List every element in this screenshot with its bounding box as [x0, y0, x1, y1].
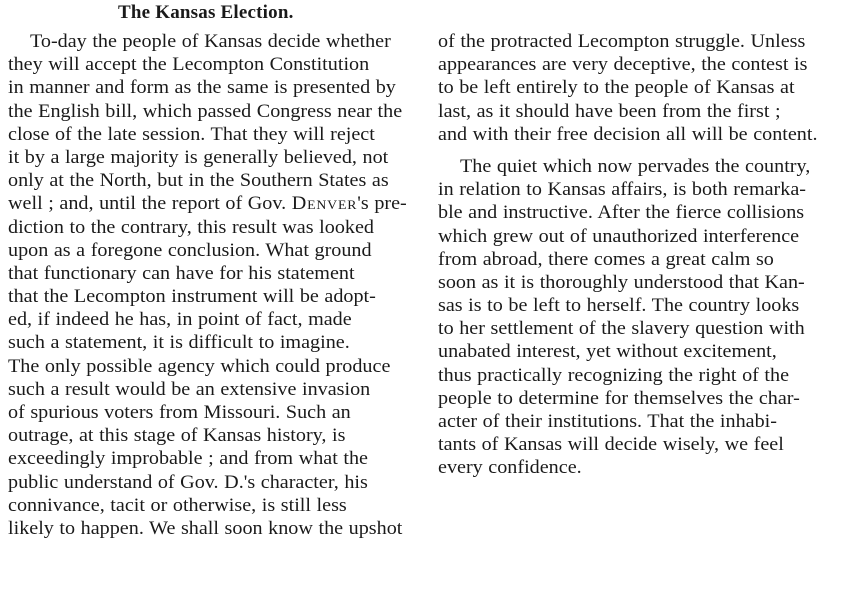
text-fragment: well ; and, until the report of Gov.: [8, 193, 292, 215]
text-line: connivance, tacit or otherwise, is still less: [8, 494, 347, 516]
text-line: appearances are very deceptive, the contest is: [438, 54, 808, 76]
text-line: outrage, at this stage of Kansas history, is: [8, 425, 346, 447]
text-line: thus practically recognizing the right of the: [438, 364, 790, 386]
text-line: upon as a foregone conclusion. What ground: [8, 239, 372, 261]
text-line: public understand of Gov. D.'s character, his: [8, 471, 368, 493]
text-line: To-day the people of Kansas decide whether: [30, 31, 391, 52]
text-line: ble and instructive. After the fierce collisions: [438, 202, 805, 224]
article-column-right: [438, 30, 856, 480]
text-line: soon as it is thoroughly understood that Kan-: [438, 271, 805, 293]
text-line: sas is to be left to herself. The country looks: [438, 295, 800, 317]
text-line: of spurious voters from Missouri. Such an: [8, 402, 351, 423]
text-line: such a statement, it is difficult to imagine.: [8, 332, 350, 354]
article-title: The Kansas Election.: [118, 2, 294, 23]
text-line: ed, if indeed he has, in point of fact, made: [8, 309, 352, 331]
text-line: it by a large majority is generally believed, not: [8, 146, 389, 168]
text-fragment: 's pre-: [357, 193, 407, 215]
text-line: they will accept the Lecompton Constitution: [8, 54, 370, 76]
paragraph-break: [438, 146, 856, 155]
text-line: of the protracted Lecompton struggle. Unless: [438, 31, 806, 52]
text-line: tants of Kansas will decide wisely, we feel: [438, 434, 784, 456]
text-line: diction to the contrary, this result was looked: [8, 216, 374, 238]
text-line: likely to happen. We shall soon know the upshot: [8, 517, 403, 539]
text-line: such a result would be an extensive invasion: [8, 378, 371, 400]
text-line: in relation to Kansas affairs, is both remarka-: [438, 179, 806, 201]
text-line: close of the late session. That they will reject: [8, 123, 375, 145]
text-line: The only possible agency which could produce: [8, 355, 391, 377]
text-line: The quiet which now pervades the country,: [460, 155, 811, 177]
text-line: from abroad, there comes a great calm so: [438, 248, 774, 270]
text-line-with-name: [8, 192, 430, 215]
text-line: exceedingly improbable ; and from what the: [8, 448, 369, 470]
text-line: the English bill, which passed Congress near the: [8, 100, 403, 122]
text-line: that the Lecompton instrument will be adopt-: [8, 286, 376, 308]
text-line: in manner and form as the same is presented by: [8, 77, 396, 99]
text-line: last, as it should have been from the first ;: [438, 100, 781, 122]
text-line: people to determine for themselves the char-: [438, 387, 800, 409]
text-line: which grew out of unauthorized interference: [438, 225, 800, 247]
text-line: every confidence.: [438, 457, 582, 479]
text-line: acter of their institutions. That the inhabi-: [438, 411, 777, 432]
governor-name: Denver: [291, 193, 358, 215]
text-line: that functionary can have for his statement: [8, 262, 355, 284]
text-line: and with their free decision all will be content.: [438, 123, 818, 145]
text-line: only at the North, but in the Southern States as: [8, 170, 389, 192]
text-line: to be left entirely to the people of Kansas at: [438, 77, 795, 99]
text-line: unabated interest, yet without excitement,: [438, 341, 777, 363]
article-column-left: [8, 30, 430, 540]
text-line: to her settlement of the slavery question with: [438, 318, 805, 340]
